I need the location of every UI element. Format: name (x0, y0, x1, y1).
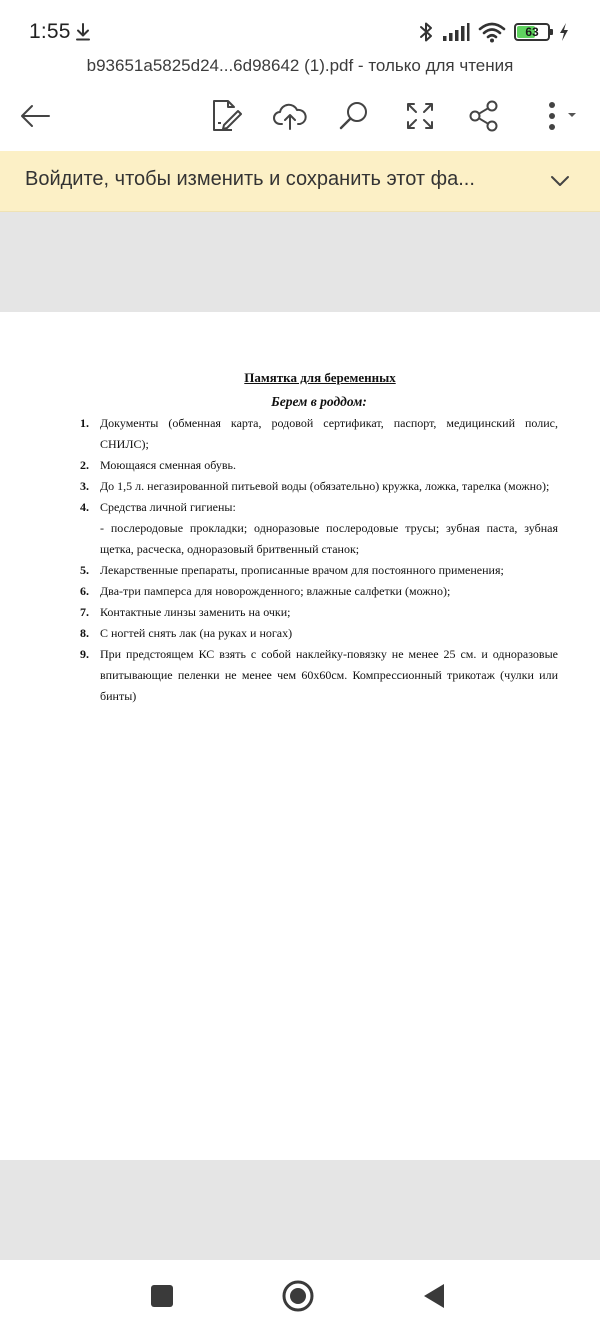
list-item-text: Лекарственные препараты, прописанные врачом для постоянного применения; (100, 563, 504, 577)
list-item-text: Контактные линзы заменить на очки; (100, 605, 291, 619)
back-button[interactable] (15, 96, 55, 136)
download-icon (74, 22, 92, 42)
cloud-upload-button[interactable] (270, 96, 310, 136)
document-content (80, 368, 558, 707)
list-item-number: 8. (80, 626, 89, 640)
share-button[interactable] (464, 96, 504, 136)
back-arrow-icon (19, 104, 51, 128)
wifi-icon (478, 21, 506, 43)
list-item-number: 5. (80, 563, 89, 577)
more-options-button[interactable] (530, 96, 586, 136)
list-item (80, 644, 558, 707)
list-item-number: 1. (80, 416, 89, 430)
file-title: b93651a5825d24...6d98642 (1).pdf - только для чтения (86, 56, 514, 75)
page-gap-top (0, 212, 600, 312)
list-item (80, 455, 558, 476)
fullscreen-icon (405, 101, 435, 131)
list-item-text: Средства личной гигиены: (100, 500, 236, 514)
list-item-number: 3. (80, 479, 89, 493)
list-item-text: До 1,5 л. негазированной питьевой воды (обязательно) кружка, ложка, тарелка (можно); (100, 479, 550, 493)
document-subtitle: Берем в роддом: (271, 394, 367, 409)
list-item-subtext: - послеродовые прокладки; одноразовые послеродовые трусы; зубная паста, зубная щетка, расческа, одноразовый бритвенный станок; (100, 521, 558, 556)
home-button[interactable] (280, 1278, 316, 1314)
page-gap-bottom (0, 1160, 600, 1260)
status-icons (418, 20, 570, 44)
home-circle-icon (281, 1279, 315, 1313)
cloud-upload-icon (273, 102, 307, 130)
toolbar (0, 88, 600, 144)
list-item (80, 497, 558, 518)
edit-document-icon (210, 99, 242, 133)
share-icon (469, 100, 499, 132)
list-item-number: 9. (80, 647, 89, 661)
more-options-icon (533, 100, 583, 132)
search-button[interactable] (334, 96, 374, 136)
banner-text: Войдите, чтобы изменить и сохранить этот фа... (25, 168, 475, 190)
list-item (80, 413, 558, 455)
list-item-text: Два-три памперса для новорожденного; влажные салфетки (можно); (100, 584, 451, 598)
back-triangle-icon (422, 1283, 446, 1309)
system-nav-bar (0, 1260, 600, 1332)
edit-button[interactable] (206, 96, 246, 136)
recents-button[interactable] (144, 1278, 180, 1314)
list-item (80, 581, 558, 602)
charging-icon (558, 22, 570, 42)
document-title: Памятка для беременных (244, 370, 396, 385)
status-bar (0, 0, 600, 60)
fullscreen-button[interactable] (400, 96, 440, 136)
battery-level: 63 (525, 25, 539, 39)
list-item-number: 4. (80, 500, 89, 514)
list-item-text: Документы (обменная карта, родовой сертификат, паспорт, медицинский полис, СНИЛС); (100, 416, 558, 451)
sign-in-banner[interactable] (0, 151, 600, 212)
list-item (80, 476, 558, 497)
list-item-text: С ногтей снять лак (на руках и ногах) (100, 626, 293, 640)
back-nav-button[interactable] (416, 1278, 452, 1314)
status-time: 1:55 (29, 20, 71, 43)
list-item (80, 602, 558, 623)
document-list (80, 413, 558, 707)
list-item (80, 560, 558, 581)
list-item (80, 623, 558, 644)
search-icon (338, 100, 370, 132)
list-item-number: 7. (80, 605, 89, 619)
battery-icon (514, 23, 550, 41)
recents-square-icon (150, 1284, 174, 1308)
list-item-number: 6. (80, 584, 89, 598)
list-item-text: Моющаяся сменная обувь. (100, 458, 236, 472)
list-item-text: При предстоящем КС взять с собой наклейку-повязку не менее 25 см. и одноразовые впитывающие пеленки не менее чем 60х60см. Компрессионный трикотаж (чулки или бинты) (100, 647, 558, 703)
signal-icon (442, 22, 470, 42)
chevron-down-icon[interactable] (548, 169, 572, 193)
pdf-page[interactable] (0, 312, 600, 1160)
list-item-number: 2. (80, 458, 89, 472)
bluetooth-icon (418, 21, 434, 43)
